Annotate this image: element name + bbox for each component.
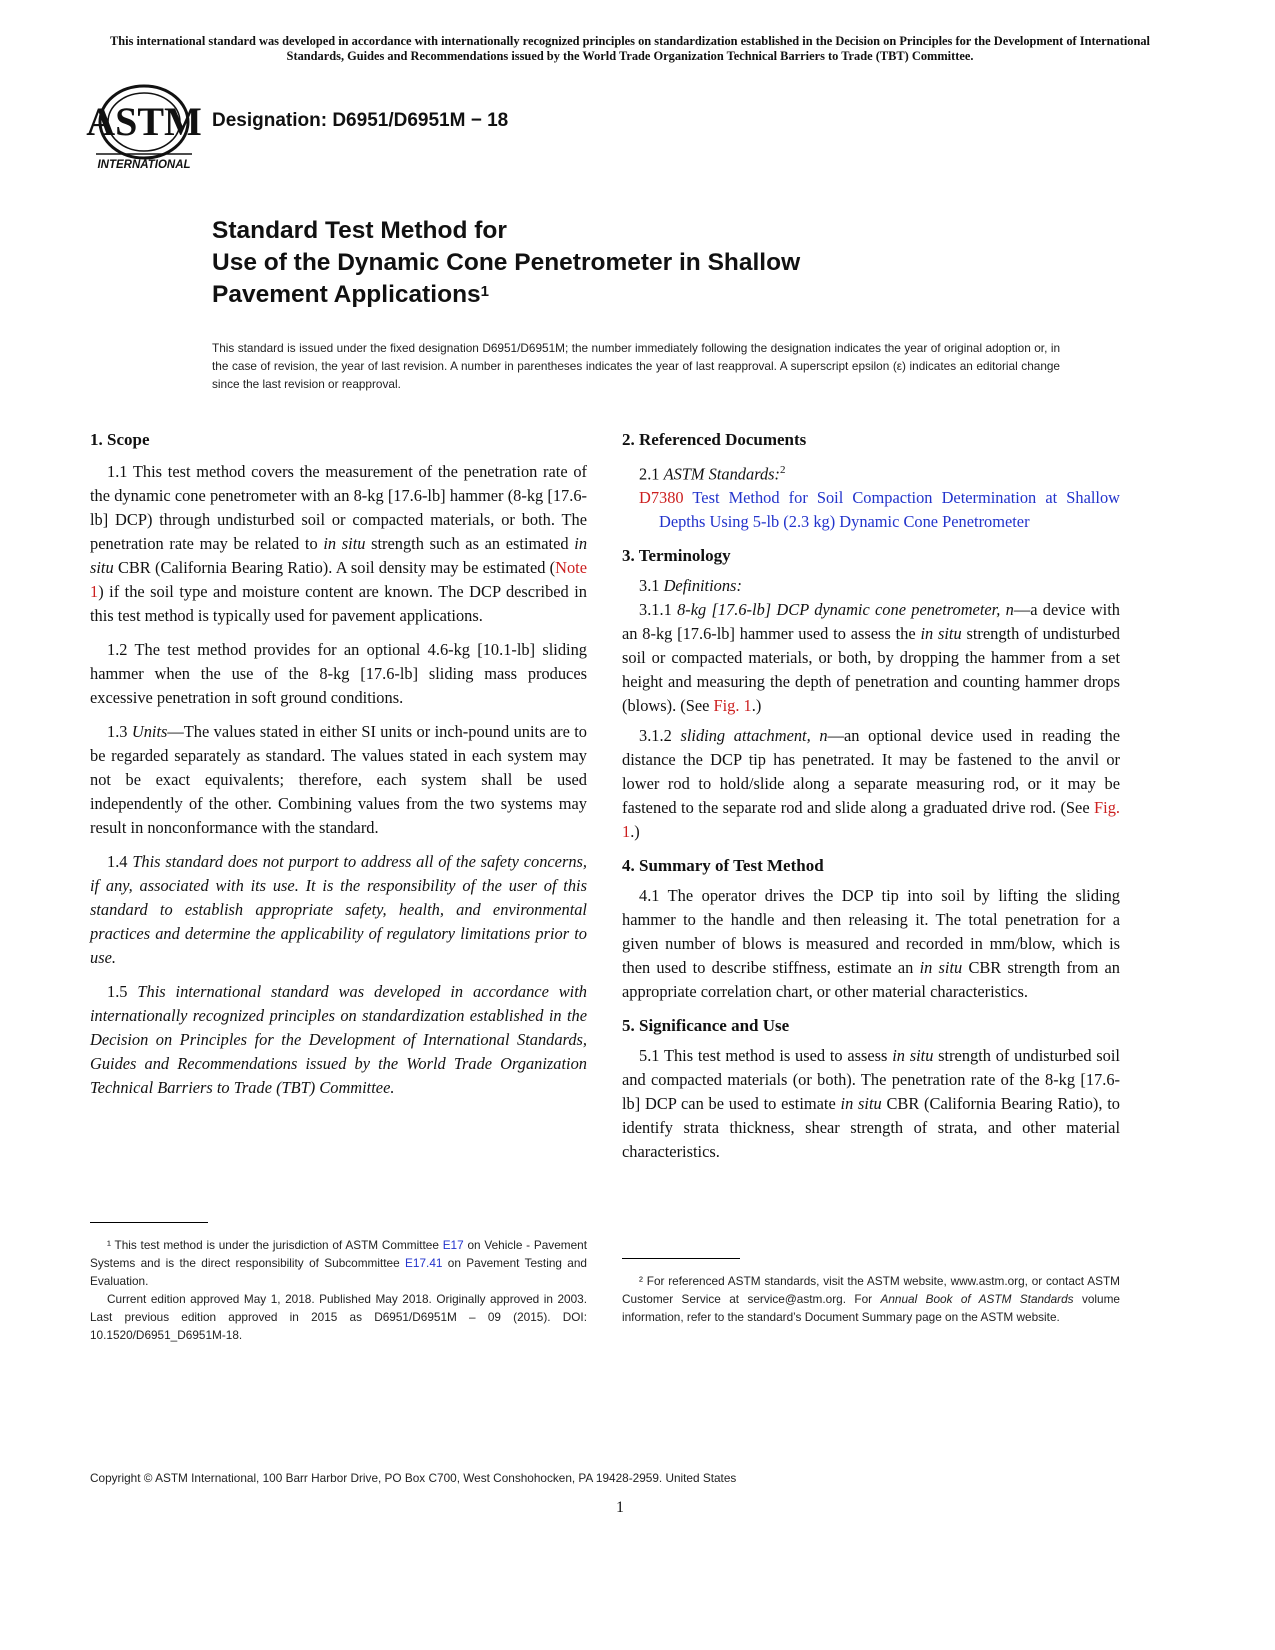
e1741-link[interactable]: E17.41 xyxy=(405,1256,443,1270)
d7380-code[interactable]: D7380 xyxy=(639,488,684,508)
section-3-1-2: 3.1.2 sliding attachment, n—an optional device used in reading the distance the DCP tip has penetrated. It may be fastened to the anvil or lower rod to hold/slide along a separate measuring rod, or it may be fastened to the separate rod and slide along a graduated drive rod. (See Fig. 1.) xyxy=(622,726,1120,842)
document-title xyxy=(212,215,800,311)
astm-logo-letters: ASTM xyxy=(86,99,202,144)
section-3-1-1: 3.1.1 8-kg [17.6-lb] DCP dynamic cone penetrometer, n—a device with an 8-kg [17.6-lb] hammer used to assess the in situ strength of undisturbed soil or compacted materials, or both, by dropping the hammer from a set height and measuring the depth of penetration and counting hammer drops (blows). (See Fig. 1.) xyxy=(622,600,1120,716)
title-line-2: Use of the Dynamic Cone Penetrometer in Shallow xyxy=(212,249,801,276)
section-1-4: 1.4 This standard does not purport to address all of the safety concerns, if any, associated with its use. It is the responsibility of the user of this standard to establish appropriate safety, health, and environmental practices and determine the applicability of regulatory limitations prior to use. xyxy=(90,852,587,967)
left-column xyxy=(90,428,587,1100)
title-line-1: Standard Test Method for xyxy=(212,217,507,244)
referenced-documents-heading: 2. Referenced Documents xyxy=(622,430,807,449)
right-column xyxy=(622,428,1120,1164)
footnote-1: ¹ This test method is under the jurisdiction of ASTM Committee E17 on Vehicle - Pavement Systems and is the direct responsibility of Subcommittee E17.41 on Pavement Testing and Evaluation. Current edition approved May 1, 2018. Published May 2018. Originally approved in 2003. Last previous edition approved in 2015 as D6951/D6951M – 09 (2015). DOI: 10.1520/D6951_D6951M-18. xyxy=(90,1238,587,1342)
fig-1-link[interactable]: Fig. 1 xyxy=(713,696,752,716)
d7380-title[interactable]: Test Method for Soil Compaction Determination at Shallow Depths Using 5-lb (2.3 kg) Dynamic Cone Penetrometer xyxy=(659,488,1120,532)
title-line-3: Pavement Applications$^1$ xyxy=(212,281,490,308)
scope-heading: 1. Scope xyxy=(90,430,150,449)
footnote-rule-left xyxy=(90,1222,208,1223)
significance-heading: 5. Significance and Use xyxy=(622,1016,790,1036)
wto-notice: This international standard was developed in accordance with internationally recognized principles on standardization established in the Decision on Principles for the Development of International Standards, Guides and Recommendations issued by the World Trade Organization Technical Barriers to Trade (TBT) Committee. xyxy=(109,34,1151,63)
astm-logo-word: INTERNATIONAL xyxy=(97,159,191,171)
ref-d7380[interactable] xyxy=(622,486,1120,534)
fig-1-link[interactable]: Fig. 1 xyxy=(622,798,1120,842)
section-5-1: 5.1 This test method is used to assess in situ strength of undisturbed soil and compacted materials (or both). The penetration rate of the 8-kg [17.6-lb] DCP can be used to estimate in situ CBR (California Bearing Ratio), to identify strata thickness, shear strength of strata, and other material characteristics. xyxy=(622,1046,1120,1162)
note-1-link[interactable]: Note 1 xyxy=(90,558,587,601)
designation: Designation: D6951/D6951M − 18 xyxy=(212,110,509,131)
section-1-5: 1.5 This international standard was developed in accordance with internationally recognized principles on standardization established in the Decision on Principles for the Development of International Standards, Guides and Recommendations issued by the World Trade Organization Technical Barriers to Trade (TBT) Committee. xyxy=(90,982,587,1097)
footnote-rule-right xyxy=(622,1258,740,1259)
terminology-heading: 3. Terminology xyxy=(622,546,731,566)
title-footnote-ref[interactable]: 1 xyxy=(480,283,490,300)
summary-heading: 4. Summary of Test Method xyxy=(622,856,824,876)
section-1-1: 1.1 This test method covers the measurement of the penetration rate of the dynamic cone penetrometer with an 8-kg [17.6-lb] hammer (8-kg [17.6-lb] DCP) through undisturbed soil or compacted materials, or both. The penetration rate may be related to in situ strength such as an estimated in situ CBR (California Bearing Ratio). A soil density may be estimated (Note 1) if the soil type and moisture content are known. The DCP described in this test method is typically used for pavement applications. xyxy=(90,462,588,625)
astm-logo xyxy=(86,82,202,174)
issued-note: This standard is issued under the fixed designation D6951/D6951M; the number immediately following the designation indicates the year of original adoption or, in the case of revision, the year of last revision. A number in parentheses indicates the year of last reapproval. A superscript epsilon (ε) indicates an editorial change since the last revision or reapproval. xyxy=(212,341,1060,391)
copyright: Copyright © ASTM International, 100 Barr Harbor Drive, PO Box C700, West Conshohocken, PA 19428-2959. United States xyxy=(90,1471,737,1485)
section-4-1: 4.1 The operator drives the DCP tip into soil by lifting the sliding hammer to the handle and then releasing it. The total penetration for a given number of blows is measured and recorded in mm/blow, which is then used to describe stiffness, estimate an in situ CBR strength from an appropriate correlation chart, or other material characteristics. xyxy=(622,886,1120,1002)
e17-link[interactable]: E17 xyxy=(442,1238,464,1252)
section-3-1: 3.1 Definitions: xyxy=(639,576,742,596)
section-1-3: 1.3 Units—The values stated in either SI units or inch-pound units are to be regarded separately as standard. The values stated in each system may not be exact equivalents; therefore, each system shall be used independently of the other. Combining values from the two systems may result in nonconformance with the standard. xyxy=(90,722,587,837)
page-number: 1 xyxy=(616,1499,624,1516)
footnote-2: ² For referenced ASTM standards, visit the ASTM website, www.astm.org, or contact ASTM Customer Service at service@astm.org. For Annual Book of ASTM Standards volume information, refer to the standard’s Document Summary page on the ASTM website. xyxy=(622,1274,1120,1324)
section-1-2: 1.2 The test method provides for an optional 4.6-kg [10.1-lb] sliding hammer when the use of the 8-kg [17.6-lb] sliding mass produces excessive penetration in soft ground conditions. xyxy=(90,640,587,707)
section-2-1: 2.1 ASTM Standards:$^2$ xyxy=(639,464,786,484)
